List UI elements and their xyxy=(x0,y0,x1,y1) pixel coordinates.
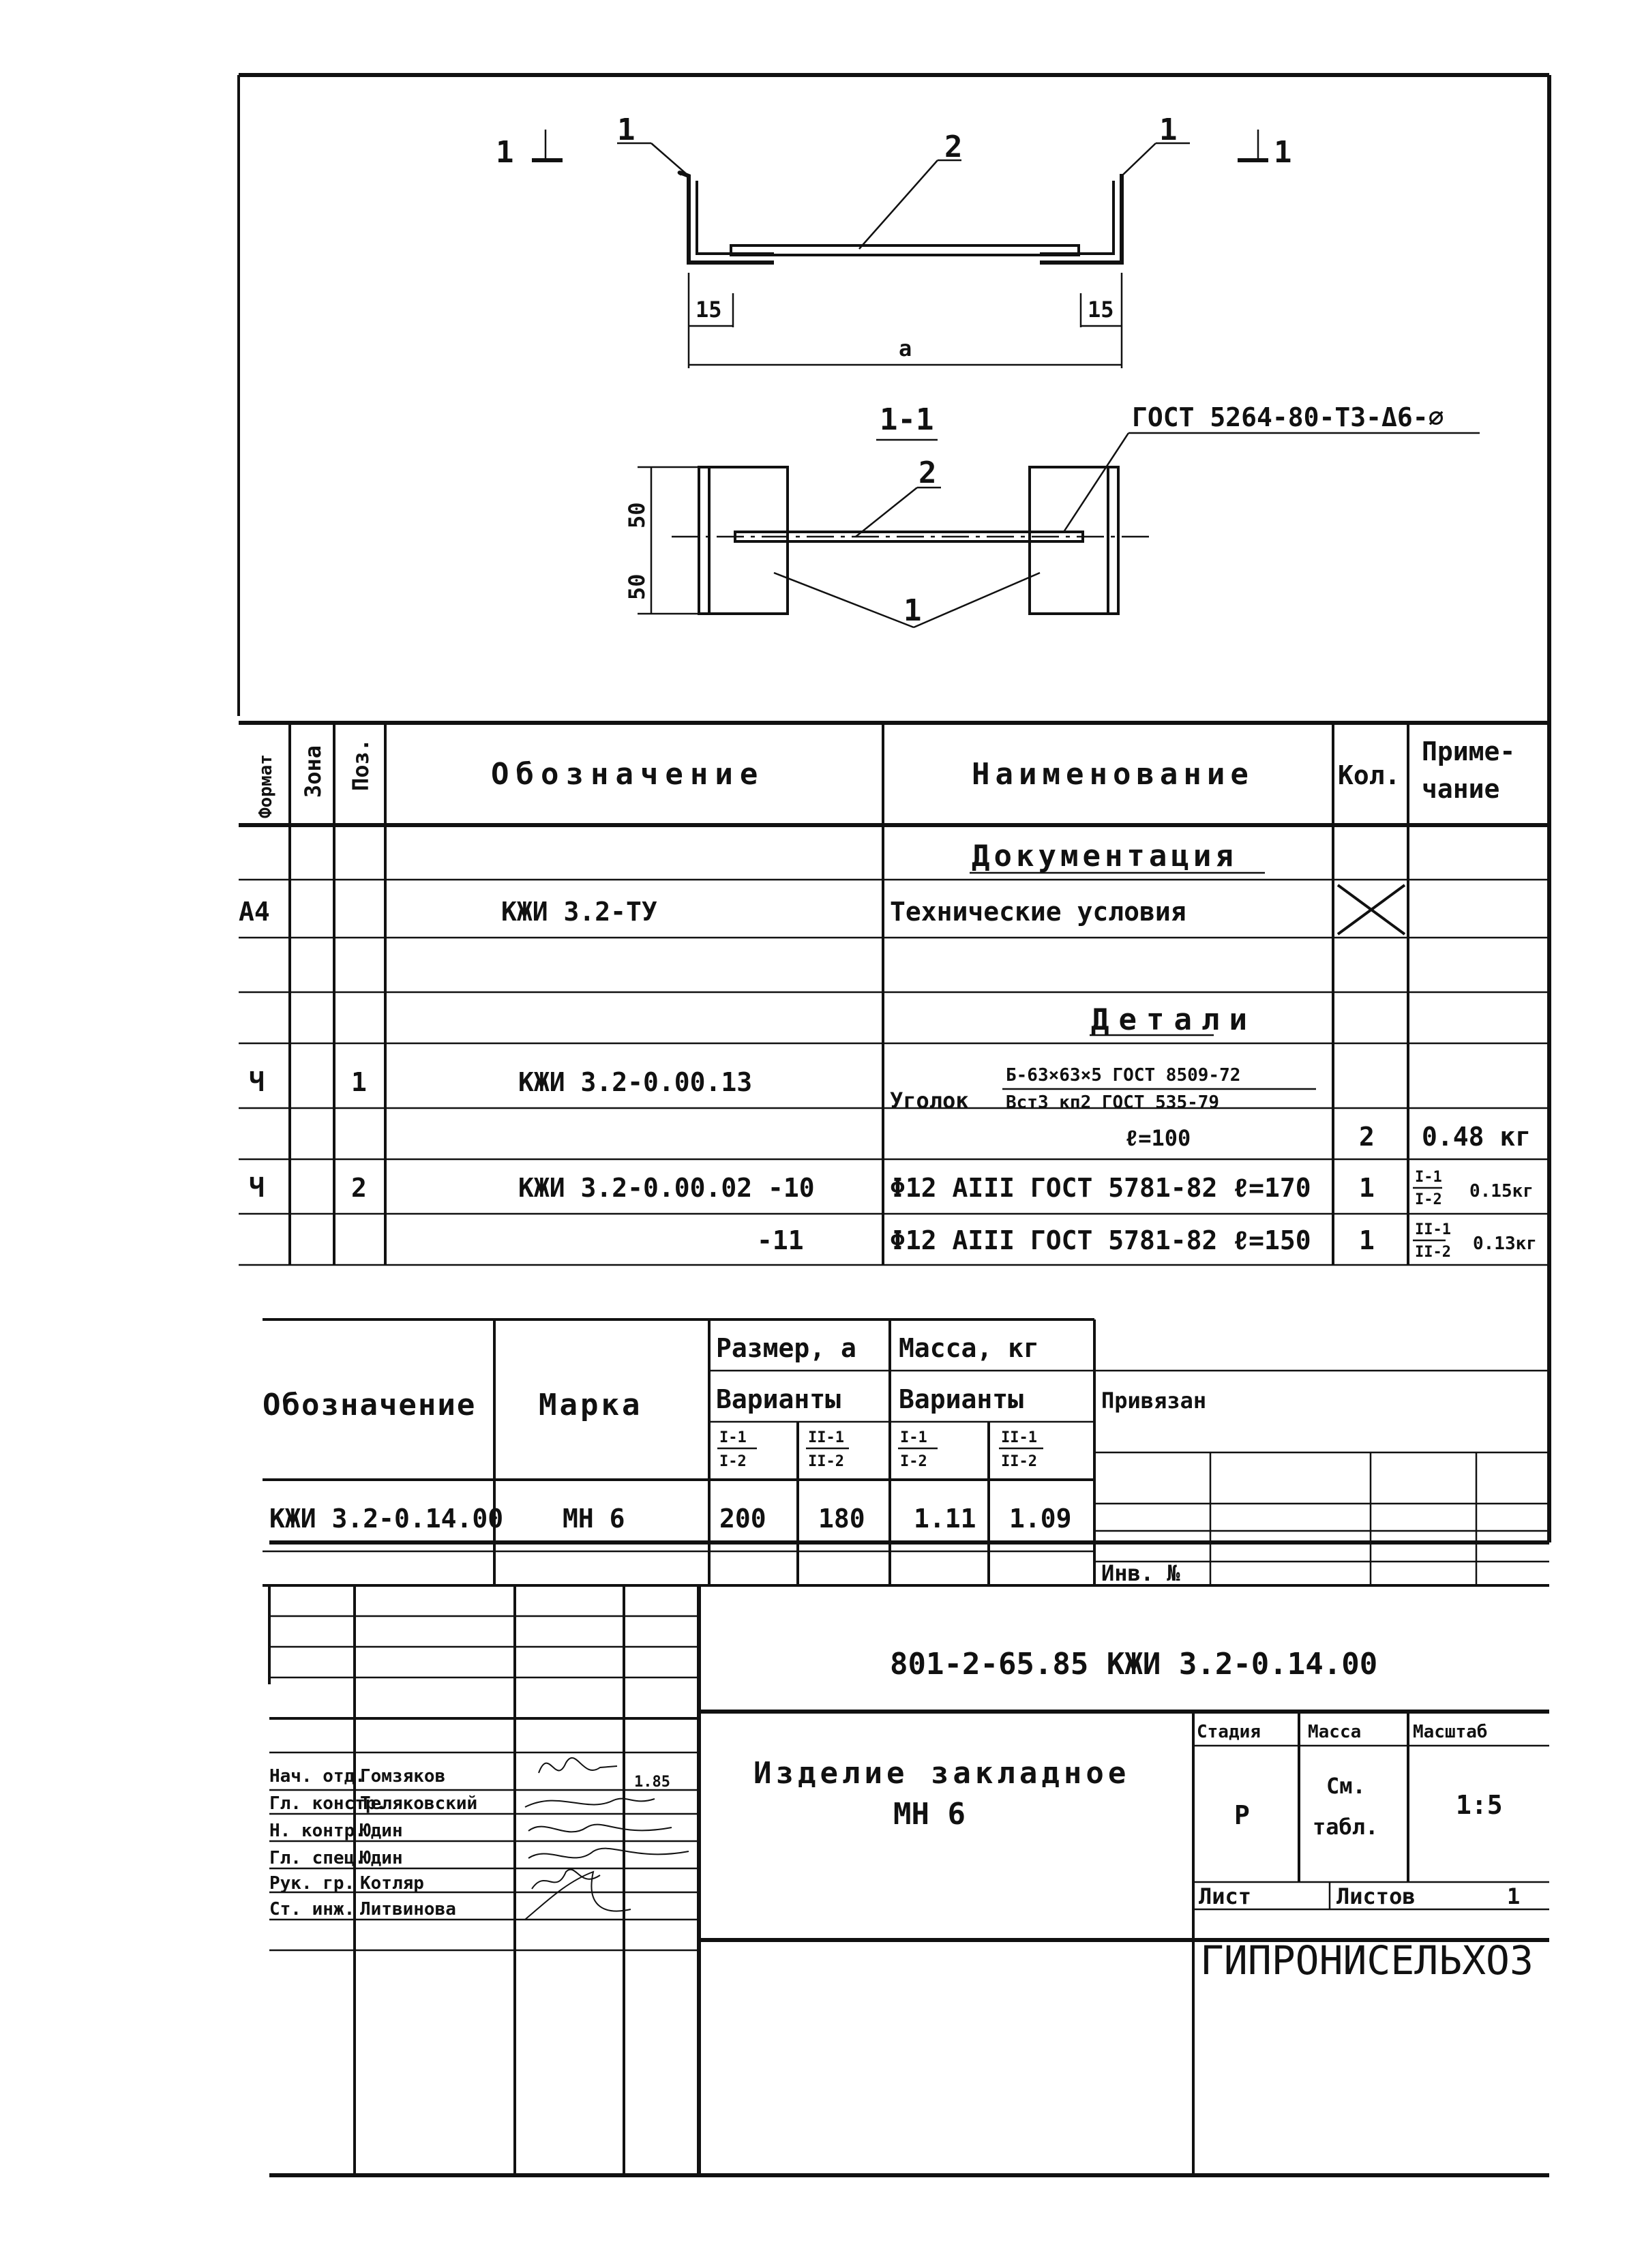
row1-name: Технические условия xyxy=(890,897,1186,927)
row4-designation: -11 xyxy=(757,1225,804,1255)
h-designation: Обозначение xyxy=(263,1388,477,1422)
staff-role-3: Н. контр. xyxy=(269,1821,365,1841)
staff-name-2: Теляковский xyxy=(360,1793,478,1814)
spec-table xyxy=(239,723,1549,1265)
row1-format: А4 xyxy=(239,897,270,927)
staff-role-5: Рук. гр. xyxy=(269,1873,355,1894)
h-variants-size: Варианты xyxy=(716,1384,841,1414)
dim-15-left: 15 xyxy=(696,297,722,323)
mass-value-1: См. xyxy=(1326,1773,1366,1799)
organization-name: ГИПРОНИСЕЛЬХОЗ xyxy=(1200,1937,1534,1984)
row3-designation: КЖИ 3.2-0.00.02 -10 xyxy=(518,1173,815,1203)
mass-value-2: табл. xyxy=(1313,1814,1379,1840)
elevation-view xyxy=(496,113,1292,368)
header-name: Наименование xyxy=(972,757,1254,792)
row2-note: 0.48 кг xyxy=(1422,1122,1531,1152)
header-note-1: Приме- xyxy=(1422,736,1516,766)
dim-50-top: 50 xyxy=(624,502,650,528)
row2-name-length: ℓ=100 xyxy=(1125,1125,1191,1151)
staff-role-2: Гл. констр. xyxy=(269,1793,387,1814)
product-mark: МН 6 xyxy=(893,1797,966,1832)
row4-name: Φ12 АIII ГОСТ 5781-82 ℓ=150 xyxy=(890,1225,1311,1255)
row3-pos: 2 xyxy=(351,1173,367,1203)
mass-1: 1.11 xyxy=(914,1504,976,1534)
size-2: 180 xyxy=(818,1504,865,1534)
staff-name-1: Гомзяков xyxy=(360,1766,446,1787)
sheets-count: 1 xyxy=(1507,1883,1521,1909)
row3-format: Ч xyxy=(249,1173,265,1203)
h-mark: Марка xyxy=(539,1388,643,1422)
scale-header: Масштаб xyxy=(1413,1722,1488,1742)
dim-50-bottom: 50 xyxy=(624,573,650,600)
header-zone: Зона xyxy=(300,745,326,798)
inv-label: Инв. № xyxy=(1101,1560,1180,1586)
row2-qty: 2 xyxy=(1359,1122,1375,1152)
variant-designation: КЖИ 3.2-0.14.00 xyxy=(269,1504,504,1534)
row4-note-frac-bottom: II-2 xyxy=(1415,1244,1451,1261)
row3-note-frac-bottom: I-2 xyxy=(1415,1191,1442,1208)
header-format: Формат xyxy=(256,754,276,818)
sheet-label: Лист xyxy=(1199,1883,1252,1909)
stage-header: Стадия xyxy=(1197,1722,1261,1742)
section-pos-2-label: 2 xyxy=(918,456,937,490)
header-qty: Кол. xyxy=(1338,760,1401,790)
row2-format: Ч xyxy=(249,1067,265,1097)
section-view xyxy=(624,402,1480,628)
row2-designation: КЖИ 3.2-0.00.13 xyxy=(518,1067,753,1097)
v1-bottom-mass: I-2 xyxy=(900,1453,927,1470)
v2-bottom-mass: II-2 xyxy=(1001,1453,1037,1470)
staff-name-3: Юдин xyxy=(360,1821,403,1841)
row4-note-frac-top: II-1 xyxy=(1415,1221,1451,1238)
staff-role-4: Гл. спец. xyxy=(269,1848,365,1868)
size-1: 200 xyxy=(719,1504,766,1534)
h-mass: Масса, кг xyxy=(899,1333,1039,1363)
v1-top-size: I-1 xyxy=(719,1429,747,1446)
staff-role-6: Ст. инж. xyxy=(269,1899,355,1920)
staff-date-2: 1.85 xyxy=(634,1774,670,1791)
pos-1-label-right: 1 xyxy=(1159,113,1178,147)
sheet-frame xyxy=(239,75,1549,1542)
staff-name-6: Литвинова xyxy=(360,1899,456,1920)
v2-bottom-size: II-2 xyxy=(808,1453,844,1470)
header-pos: Поз. xyxy=(348,738,374,791)
variant-mark: МН 6 xyxy=(563,1504,625,1534)
scale-value: 1:5 xyxy=(1456,1790,1503,1820)
row3-qty: 1 xyxy=(1359,1173,1375,1203)
row2-name-prefix: Уголок xyxy=(890,1088,969,1114)
pos-2-label: 2 xyxy=(944,130,963,164)
document-code: 801-2-65.85 КЖИ 3.2-0.14.00 xyxy=(890,1647,1378,1682)
section-documentation: Документация xyxy=(972,839,1238,874)
dim-a: a xyxy=(899,335,912,361)
linked-block xyxy=(1094,1371,1549,1586)
pos-1-label-left: 1 xyxy=(617,113,636,147)
row4-qty: 1 xyxy=(1359,1225,1375,1255)
section-parts: Детали xyxy=(1091,1002,1257,1037)
linked-label: Привязан xyxy=(1101,1388,1207,1414)
stage-value: Р xyxy=(1234,1800,1250,1830)
header-designation: Обозначение xyxy=(491,757,765,792)
row3-name: Φ12 АIII ГОСТ 5781-82 ℓ=170 xyxy=(890,1173,1311,1203)
v2-top-mass: II-1 xyxy=(1001,1429,1037,1446)
title-block xyxy=(269,1585,1549,2175)
staff-name-4: Юдин xyxy=(360,1848,403,1868)
v1-top-mass: I-1 xyxy=(900,1429,927,1446)
product-name: Изделие закладное xyxy=(753,1756,1131,1791)
mass-header: Масса xyxy=(1308,1722,1362,1742)
dim-15-right: 15 xyxy=(1088,297,1114,323)
section-pos-1-label: 1 xyxy=(903,593,922,628)
row2-name-top: Б-63×63×5 ГОСТ 8509-72 xyxy=(1006,1065,1241,1086)
staff-role-1: Нач. отд. xyxy=(269,1766,365,1787)
h-variants-mass: Варианты xyxy=(899,1384,1024,1414)
h-size: Размер, а xyxy=(716,1333,856,1363)
section-mark-left: 1 xyxy=(496,135,514,170)
row2-pos: 1 xyxy=(351,1067,367,1097)
row2-name-bottom: Вст3 кп2 ГОСТ 535-79 xyxy=(1006,1092,1220,1113)
row3-note-value: 0.15кг xyxy=(1469,1181,1534,1202)
v2-top-size: II-1 xyxy=(808,1429,844,1446)
header-note-2: чание xyxy=(1422,774,1500,804)
mass-2: 1.09 xyxy=(1009,1504,1072,1534)
row1-designation: КЖИ 3.2-ТУ xyxy=(501,897,657,927)
section-mark-right: 1 xyxy=(1274,135,1292,170)
row4-note-value: 0.13кг xyxy=(1473,1234,1537,1254)
row3-note-frac-top: I-1 xyxy=(1415,1169,1442,1186)
v1-bottom-size: I-2 xyxy=(719,1453,747,1470)
weld-note: ГОСТ 5264-80-Т3-Δ6-⌀ xyxy=(1132,402,1444,432)
sheets-label: Листов xyxy=(1336,1883,1416,1909)
section-title: 1-1 xyxy=(880,402,934,437)
staff-name-5: Котляр xyxy=(360,1873,424,1894)
